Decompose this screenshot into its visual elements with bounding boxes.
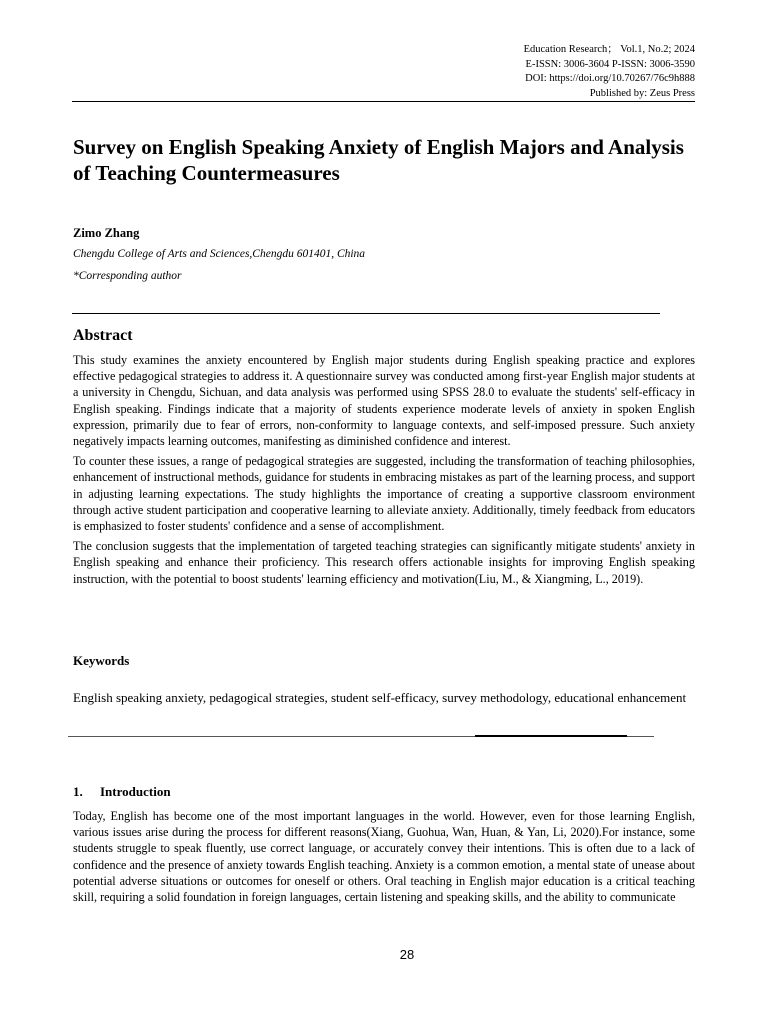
keywords-list: English speaking anxiety, pedagogical strategies, student self-efficacy, survey methodology, educational enhancement <box>73 690 687 705</box>
journal-issn: E-ISSN: 3006-3604 P-ISSN: 3006-3590 <box>525 58 695 70</box>
section-title: Introduction <box>100 784 171 799</box>
abstract-paragraph: The conclusion suggests that the implementation of targeted teaching strategies can significantly mitigate students' anxiety in English speaking and enhance their proficiency. This research offers actionable insights for improving English speaking instruction, with the potential to boost students' learning efficiency and motivation(Liu, M., & Xiangming, L., 2019). <box>73 539 695 586</box>
author-affiliation: Chengdu College of Arts and Sciences,Chengdu 601401, China <box>73 248 366 260</box>
introduction-body <box>73 808 695 905</box>
corresponding-author-note: *Corresponding author <box>73 270 182 282</box>
abstract-paragraph: To counter these issues, a range of pedagogical strategies are suggested, including the transformation of teaching philosophies, enhancement of instructional methods, guidance for students in embracing mistakes as part of the learning process, and support in adjusting learning expectations. The study highlights the importance of creating a supportive classroom environment through active student participation and cooperative learning to alleviate anxiety. Additionally, timely feedback from educators is emphasized to foster students' confidence and a sense of accomplishment. <box>73 454 695 534</box>
keywords-heading: Keywords <box>73 653 130 668</box>
author-name: Zimo Zhang <box>73 226 140 240</box>
journal-publisher: Published by: Zeus Press <box>589 87 695 99</box>
abstract-heading: Abstract <box>73 327 133 344</box>
paper-title: Survey on English Speaking Anxiety of English Majors and Analysis of Teaching Countermeasures <box>73 135 684 185</box>
introduction-heading <box>73 784 171 800</box>
journal-citation: Education Research； Vol.1, No.2; 2024 <box>523 44 695 55</box>
introduction-paragraph: Today, English has become one of the most important languages in the world. However, even for those learning English, various issues arise during the process for different reasons(Xiang, Guohua, Wan, Huan, & Yan, Li, 2020).For instance, some students struggle to speak fluently, use correct language, or accurately convey their intentions. This is often due to a lack of confidence and the presence of anxiety towards English teaching. Anxiety is a common emotion, a mental state of unease about potential adverse situations or outcomes for oneself or others. Oral teaching in English major education is a critical teaching skill, requiring a solid foundation in foreign languages, certain listening and speaking skills, and the ability to communicate <box>73 809 695 905</box>
journal-doi: DOI: https://doi.org/10.70267/76c9h888 <box>525 73 695 84</box>
journal-header <box>524 43 695 101</box>
abstract-paragraph: This study examines the anxiety encountered by English major students during English speaking practice and explores effective pedagogical strategies to address it. A questionnaire survey was conducted among first-year English major students at a university in Chengdu, Sichuan, and data analysis was performed using SPSS 28.0 to evaluate the students' self-efficacy in English speaking. Findings indicate that a majority of students experience moderate levels of anxiety in spoken English expression, primarily due to fear of errors, non-conformity to language contexts, and self-imposed pressure. Such anxiety negatively impacts learning outcomes, manifesting as diminished confidence and interest. <box>73 353 695 449</box>
header-divider <box>72 101 695 102</box>
page-number: 28 <box>399 947 415 962</box>
keywords-divider-accent <box>475 735 627 737</box>
section-number: 1. <box>73 784 83 799</box>
abstract-body <box>73 352 695 591</box>
abstract-divider <box>72 313 660 314</box>
